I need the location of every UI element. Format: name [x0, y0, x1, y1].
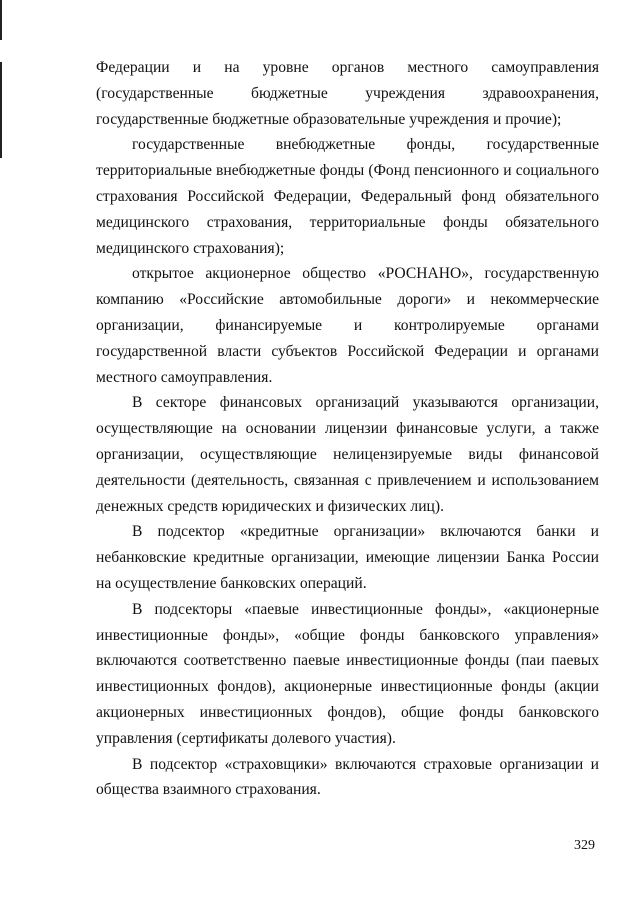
paragraph: В секторе финансовых организаций указываются организации, осуществляющие на основании лицензии финансовые услуги, а также организации, осуществляющие нелицензируемые виды финансовой деятельности (деятельность, связанная с привлечением и использованием денежных средств юридических и физических лиц). — [96, 394, 599, 515]
scan-edge-mark — [0, 0, 2, 40]
document-body — [96, 55, 599, 803]
paragraph: В подсекторы «паевые инвестиционные фонды», «акционерные инвестиционные фонды», «общие фонды банковского управления» включаются соответственно паевые инвестиционные фонды (паи паевых инвестиционных фондов), акционерные инвестиционные фонды (акции акционерных инвестиционных фондов), общие фонды банковского управления (сертификаты долевого участия). — [96, 600, 599, 747]
page-number: 329 — [574, 838, 595, 853]
paragraph: В подсектор «кредитные организации» включаются банки и небанковские кредитные организации, имеющие лицензии Банка России на осуществление банковских операций. — [96, 523, 599, 592]
paragraph: открытое акционерное общество «РОСНАНО», государственную компанию «Российские автомобильные дороги» и некоммерческие организации, финансируемые и контролируемые органами государственной власти субъектов Российской Федерации и органами местного самоуправления. — [96, 265, 599, 386]
scan-edge-mark — [0, 62, 2, 158]
paragraph: Федерации и на уровне органов местного самоуправления (государственные бюджетные учреждения здравоохранения, государственные бюджетные образовательные учреждения и прочие); — [96, 59, 599, 128]
paragraph: В подсектор «страховщики» включаются страховые организации и общества взаимного страхования. — [96, 755, 599, 799]
paragraph: государственные внебюджетные фонды, государственные территориальные внебюджетные фонды (Фонд пенсионного и социального страхования Российской Федерации, Федеральный фонд обязательного медицинского страхования, территориальные фонды обязательного медицинского страхования); — [96, 136, 599, 257]
